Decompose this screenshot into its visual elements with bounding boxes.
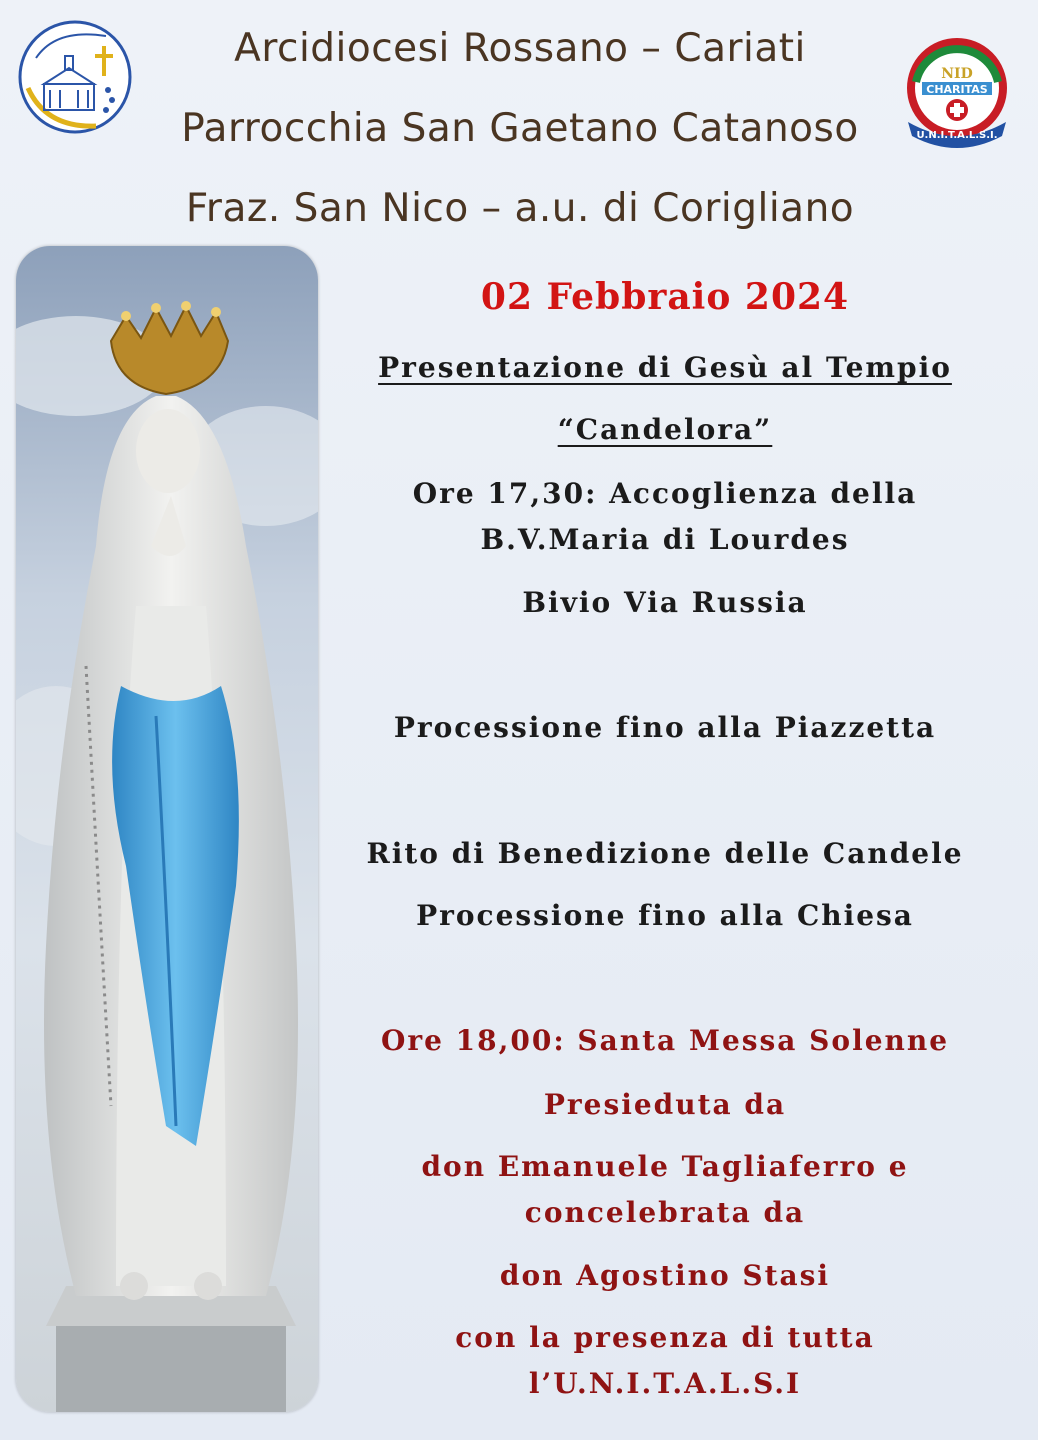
mass-time-line: Ore 18,00: Santa Messa Solenne (380, 1024, 950, 1057)
concelebrated-line: concelebrata da (524, 1196, 806, 1229)
event-title (330, 351, 1000, 384)
statue-illustration (16, 246, 318, 1412)
candle-blessing-line: Rito di Benedizione delle Candele (366, 837, 964, 870)
procession-piazzetta-line: Processione fino alla Piazzetta (393, 711, 937, 744)
unitalsi-line: l’U.N.I.T.A.L.S.I (528, 1367, 802, 1400)
event-date: 02 Febbraio 2024 (480, 276, 850, 318)
unitalsi-charitas-text: CHARITAS (926, 83, 988, 96)
madonna-statue-image (16, 246, 318, 1412)
procession-church-line: Processione fino alla Chiesa (416, 899, 914, 932)
event-subtitle (330, 413, 1000, 446)
unitalsi-ribbon-text: U.N.I.T.A.L.S.I. (916, 130, 998, 141)
presider-name-line: don Emanuele Tagliaferro e (421, 1150, 909, 1183)
header-diocese: Arcidiocesi Rossano – Cariati (234, 26, 806, 71)
welcome-place-line: Bivio Via Russia (522, 586, 808, 619)
welcome-subject-line: B.V.Maria di Lourdes (480, 523, 850, 556)
presence-line: con la presenza di tutta (455, 1321, 875, 1354)
concelebrant-name-line: don Agostino Stasi (499, 1259, 831, 1292)
parish-logo-icon (16, 18, 134, 136)
event-subtitle-text: “Candelora” (557, 413, 773, 446)
header-parish: Parrocchia San Gaetano Catanoso (181, 106, 859, 151)
header-location: Fraz. San Nico – a.u. di Corigliano (185, 186, 855, 231)
unitalsi-logo-icon (902, 38, 1012, 148)
presided-by-line: Presieduta da (543, 1088, 787, 1121)
unitalsi-nid-text: NID (941, 66, 973, 82)
welcome-time-line: Ore 17,30: Accoglienza della (412, 477, 918, 510)
event-title-text: Presentazione di Gesù al Tempio (378, 351, 952, 384)
